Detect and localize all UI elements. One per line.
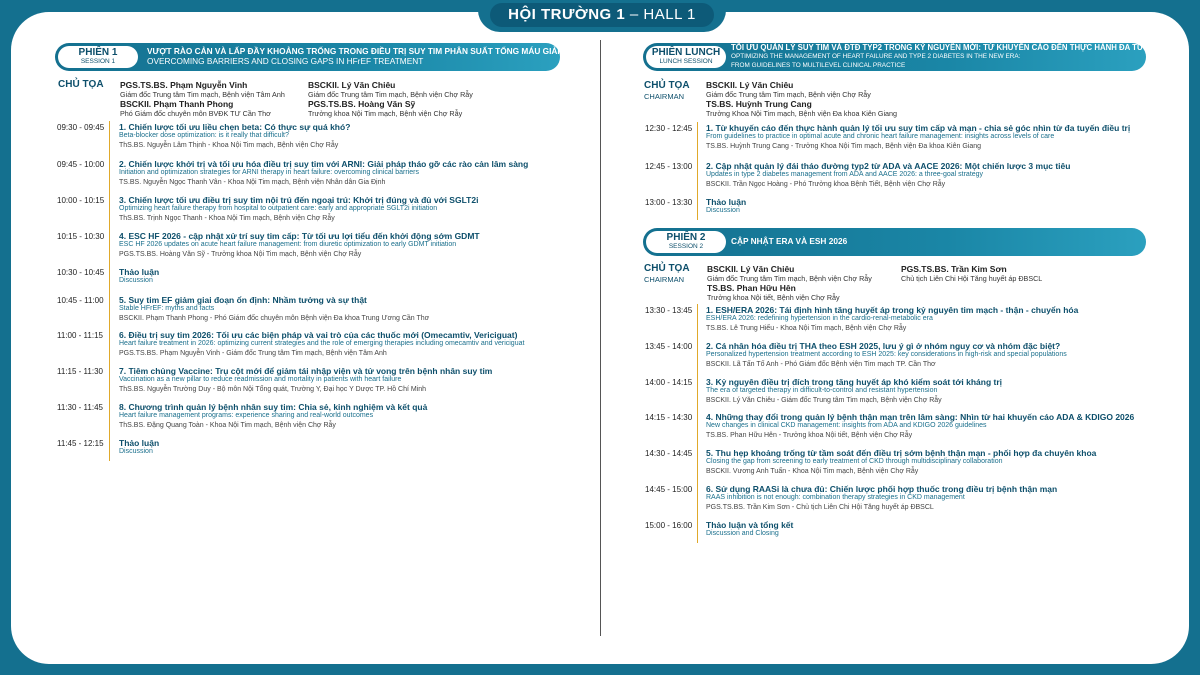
agenda-item: [119, 438, 159, 457]
talk-title-en: ESC HF 2026 updates on acute heart failure management: from diuretic optimization to early GDMT initiation: [119, 241, 457, 248]
lunch-session-title: TỐI ƯU QUẢN LÝ SUY TIM VÀ ĐTĐ TYP2 TRONG KỶ NGUYÊN MỚI: TỪ KHUYẾN CÁO ĐẾN THỰC HÀNH ĐA TUYẾN OPTIMIZING THE MANAGEMENT OF HEART FAILURE AND TYPE 2 DIABETES IN THE NEW ERA: FROM GUIDELINES TO MULTILEVEL CLINICAL PRACTICE: [731, 43, 1159, 69]
talk-title: 8. Chương trình quản lý bệnh nhân suy tim: Chia sẻ, kinh nghiệm và kết quả: [119, 402, 428, 412]
talk-title: 1. Từ khuyến cáo đến thực hành quản lý tối ưu suy tim cấp và mạn - chia sẻ góc nhìn từ đa tuyến điều trị: [706, 123, 1131, 133]
lunch-chair-1: BSCKII. Lý Văn Chiêu Giám đốc Trung tâm Tim mạch, Bệnh viện Chợ Rẫy: [706, 80, 871, 99]
talk-title: 4. ESC HF 2026 - cập nhật xử trí suy tim cấp: Từ tối ưu lợi tiểu đến khởi động sớm GDMT: [119, 231, 480, 241]
timeline-line: [697, 304, 698, 543]
speaker: ThS.BS. Đặng Quang Toàn - Khoa Nội Tim mạch, Bệnh viện Chợ Rẫy: [119, 421, 336, 429]
time-slot: 14:30 - 14:45: [645, 449, 693, 458]
agenda-item: [119, 122, 350, 151]
time-slot: 10:00 - 10:15: [57, 196, 105, 205]
agenda-item: [119, 159, 528, 188]
session-2-header: [643, 228, 1146, 256]
speaker: ThS.BS. Nguyễn Lâm Thịnh - Khoa Nội Tim mạch, Bệnh viện Chợ Rẫy: [119, 141, 339, 149]
talk-title: 6. Sử dụng RAASi là chưa đủ: Chiến lược phối hợp thuốc trong điều trị bệnh thận mạn: [706, 484, 1058, 494]
s2-chair-1: BSCKII. Lý Văn Chiêu Giám đốc Trung tâm Tim mạch, Bệnh viện Chợ Rẫy: [707, 264, 872, 283]
talk-title: Thảo luận: [119, 438, 160, 448]
lunch-session-header: [643, 43, 1159, 71]
talk-title-en: Updates in type 2 diabetes management from ADA and AACE 2026: a three-goal strategy: [706, 171, 984, 178]
time-slot: 14:00 - 14:15: [645, 378, 693, 387]
agenda-item: [706, 520, 793, 539]
agenda-item: [119, 330, 524, 359]
talk-title: 1. Chiến lược tối ưu liều chẹn beta: Có thực sự quá khó?: [119, 122, 351, 132]
lunch-session-badge: PHIÊN LUNCH LUNCH SESSION: [646, 46, 726, 68]
time-slot: 12:45 - 13:00: [645, 162, 693, 171]
talk-title: 3. Kỷ nguyên điều trị đích trong tăng huyết áp khó kiểm soát tới kháng trị: [706, 377, 1003, 387]
time-slot: 13:00 - 13:30: [645, 198, 693, 207]
talk-title-en: From guidelines to practice in optimal acute and chronic heart failure management: insights across levels of care: [706, 133, 1055, 140]
speaker: ThS.BS. Nguyễn Trường Duy - Bộ môn Nội Tổng quát, Trường Y, Đại học Y Dược TP. Hồ Chí Minh: [119, 385, 427, 393]
time-slot: 14:15 - 14:30: [645, 413, 693, 422]
talk-title-en: Closing the gap from screening to early treatment of CKD through multidisciplinary collaboration: [706, 458, 1003, 465]
talk-title-en: Discussion: [119, 277, 153, 284]
s2-chair-3: PGS.TS.BS. Trần Kim Sơn Chủ tịch Liên Chi Hội Tăng huyết áp ĐBSCL: [901, 264, 1043, 283]
session-2-title: CẬP NHẬT ERA VÀ ESH 2026: [731, 236, 848, 246]
talk-title-en: Personalized hypertension treatment according to ESH 2025: key considerations in high-risk and special populations: [706, 351, 1067, 358]
agenda-item: [706, 341, 1067, 370]
agenda-item: [706, 377, 1002, 406]
time-slot: 14:45 - 15:00: [645, 485, 693, 494]
left-chair-1: PGS.TS.BS. Phạm Nguyễn Vinh Giám đốc Trung tâm Tim mạch, Bệnh viện Tâm Anh: [120, 80, 285, 99]
speaker: TS.BS. Lê Trung Hiếu - Khoa Nội Tim mạch, Bệnh viện Chợ Rẫy: [706, 324, 907, 332]
time-slot: 13:30 - 13:45: [645, 306, 693, 315]
agenda-item: [706, 197, 746, 216]
speaker: BSCKII. Trần Ngọc Hoàng - Phó Trưởng khoa Bệnh Tiết, Bệnh viện Chợ Rẫy: [706, 180, 946, 188]
agenda-item: [119, 195, 478, 224]
session-1-title: VƯỢT RÀO CẢN VÀ LẤP ĐẦY KHOẢNG TRỐNG TRONG ĐIỀU TRỊ SUY TIM PHÂN SUẤT TỐNG MÁU GIẢM (HFrEF) OVERCOMING BARRIERS AND CLOSING GAPS IN HFrEF TREATMENT: [147, 46, 598, 66]
speaker: PGS.TS.BS. Trần Kim Sơn - Chủ tịch Liên Chi Hội Tăng huyết áp ĐBSCL: [706, 503, 934, 511]
agenda-item: [119, 402, 427, 431]
agenda-item: [706, 448, 1096, 477]
time-slot: 15:00 - 16:00: [645, 521, 693, 530]
timeline-line: [109, 121, 110, 461]
talk-title-en: Vaccination as a new pillar to reduce readmission and mortality in patients with heart failure: [119, 376, 402, 383]
talk-title-en: ESH/ERA 2026: redefining hypertension in the cardio-renal-metabolic era: [706, 315, 933, 322]
session-1-header: [55, 43, 598, 71]
left-chair-3: BSCKII. Lý Văn Chiêu Giám đốc Trung tâm Tim mạch, Bệnh viện Chợ Rẫy: [308, 80, 473, 99]
talk-title-en: Optimizing heart failure therapy from hospital to outpatient care: early and appropriate SGLT2i initiation: [119, 205, 438, 212]
session-2-badge: PHIÊN 2 SESSION 2: [646, 231, 726, 253]
talk-title: 2. Chiến lược khởi trị và tối ưu hóa điều trị suy tim với ARNI: Giải pháp tháo gỡ các rào cản lâm sàng: [119, 159, 529, 169]
agenda-item: [706, 412, 1134, 441]
speaker: BSCKII. Vương Anh Tuấn - Khoa Nội Tim mạch, Bệnh viện Chợ Rẫy: [706, 467, 919, 475]
timeline-line: [697, 122, 698, 220]
speaker: TS.BS. Nguyễn Ngọc Thanh Vân - Khoa Nội Tim mạch, Bệnh viện Nhân dân Gia Định: [119, 178, 386, 186]
talk-title: 6. Điều trị suy tim 2026: Tối ưu các biện pháp và vai trò của các thuốc mới (Omecamtiv, Vericiguat): [119, 330, 518, 340]
talk-title-en: Discussion: [119, 448, 153, 455]
talk-title-en: Beta-blocker dose optimization: is it really that difficult?: [119, 132, 289, 139]
time-slot: 11:45 - 12:15: [57, 439, 104, 448]
session-1-badge: PHIÊN 1 SESSION 1: [58, 46, 138, 68]
talk-title: 2. Cập nhật quản lý đái tháo đường typ2 từ ADA và AACE 2026: Một chiến lược 3 mục tiêu: [706, 161, 1071, 171]
talk-title-en: Discussion: [706, 207, 740, 214]
s2-chair-2: TS.BS. Phan Hữu Hên Trưởng khoa Nội tiết, Bệnh viện Chợ Rẫy: [707, 283, 840, 302]
time-slot: 12:30 - 12:45: [645, 124, 693, 133]
agenda-item: [706, 123, 1130, 152]
hall-title: HỘI TRƯỜNG 1 – HALL 1: [490, 3, 714, 27]
talk-title: 3. Chiến lược tối ưu điều trị suy tim nội trú đến ngoại trú: Khởi trị đúng và đủ với SGLT2i: [119, 195, 479, 205]
talk-title: Thảo luận: [119, 267, 160, 277]
column-divider: [600, 40, 601, 636]
speaker: BSCKII. Phạm Thanh Phong - Phó Giám đốc chuyên môn Bệnh viện Đa khoa Trung Ương Cần Thơ: [119, 314, 430, 322]
left-chair-4: PGS.TS.BS. Hoàng Văn Sỹ Trưởng khoa Nội Tim mạch, Bệnh viện Chợ Rẫy: [308, 99, 463, 118]
speaker: TS.BS. Huỳnh Trung Cang - Trưởng Khoa Nội Tim mạch, Bệnh viện Đa khoa Kiên Giang: [706, 142, 982, 150]
time-slot: 09:45 - 10:00: [57, 160, 105, 169]
left-chair-2: BSCKII. Phạm Thanh Phong Phó Giám đốc chuyên môn BVĐK TƯ Cần Thơ: [120, 99, 271, 118]
time-slot: 10:30 - 10:45: [57, 268, 105, 277]
agenda-item: [119, 231, 480, 260]
talk-title: 5. Suy tim EF giảm giai đoạn ổn định: Nhầm tưởng và sự thật: [119, 295, 367, 305]
speaker: PGS.TS.BS. Phạm Nguyễn Vinh - Giám đốc Trung tâm Tim mạch, Bệnh viện Tâm Anh: [119, 349, 387, 357]
lunch-chair-label: CHỦ TỌA CHAIRMAN: [644, 80, 690, 101]
speaker: PGS.TS.BS. Hoàng Văn Sỹ - Trưởng khoa Nội Tim mạch, Bệnh viện Chợ Rẫy: [119, 250, 362, 258]
agenda-item: [706, 161, 1070, 190]
talk-title: 4. Những thay đổi trong quản lý bệnh thận mạn trên lâm sàng: Nhìn từ hai khuyến cáo ADA & KDIGO 2026: [706, 412, 1135, 422]
time-slot: 10:15 - 10:30: [57, 232, 105, 241]
time-slot: 10:45 - 11:00: [57, 296, 104, 305]
agenda-item: [706, 305, 1078, 334]
lunch-chair-2: TS.BS. Huỳnh Trung Cang Trưởng Khoa Nội Tim mạch, Bệnh viện Đa khoa Kiên Giang: [706, 99, 898, 118]
talk-title-en: New changes in clinical CKD management: insights from ADA and KDIGO 2026 guidelines: [706, 422, 987, 429]
talk-title: 1. ESH/ERA 2026: Tái định hình tăng huyết áp trong kỷ nguyên tim mạch - thận - chuyển hóa: [706, 305, 1079, 315]
agenda-item: [119, 295, 429, 324]
speaker: BSCKII. Lý Văn Chiêu - Giám đốc Trung tâm Tim mạch, Bệnh viện Chợ Rẫy: [706, 396, 942, 404]
agenda-item: [119, 267, 159, 286]
talk-title: Thảo luận: [706, 197, 747, 207]
talk-title: 7. Tiêm chủng Vaccine: Trụ cột mới để giảm tái nhập viện và tử vong trên bệnh nhân suy tim: [119, 366, 493, 376]
talk-title: 5. Thu hẹp khoảng trống từ tầm soát đến điều trị sớm bệnh thận mạn - phối hợp đa chuyên khoa: [706, 448, 1097, 458]
s2-chair-label: CHỦ TỌA CHAIRMAN: [644, 263, 690, 284]
speaker: TS.BS. Phan Hữu Hên - Trưởng khoa Nội tiết, Bệnh viện Chợ Rẫy: [706, 431, 913, 439]
agenda-item: [706, 484, 1057, 513]
agenda-item: [119, 366, 492, 395]
talk-title-en: Heart failure management programs: experience sharing and real-world outcomes: [119, 412, 374, 419]
talk-title: 2. Cá nhân hóa điều trị THA theo ESH 2025, lưu ý gì ở nhóm nguy cơ và nhóm đặc biệt?: [706, 341, 1061, 351]
speaker: BSCKII. Lã Tấn Tố Anh - Phó Giám đốc Bệnh viện Tim mạch TP. Cần Thơ: [706, 360, 936, 368]
talk-title-en: The era of targeted therapy in difficult-to-control and resistant hypertension: [706, 387, 938, 394]
time-slot: 09:30 - 09:45: [57, 123, 105, 132]
talk-title-en: RAAS inhibition is not enough: combination therapy strategies in CKD management: [706, 494, 965, 501]
speaker: ThS.BS. Trịnh Ngọc Thanh - Khoa Nội Tim mạch, Bệnh viện Chợ Rẫy: [119, 214, 335, 222]
talk-title: Thảo luận và tổng kết: [706, 520, 794, 530]
talk-title-en: Heart failure treatment in 2026: optimizing current strategies and the role of emerging therapies including omecamtiv and vericiguat: [119, 340, 525, 347]
time-slot: 11:00 - 11:15: [57, 331, 103, 340]
time-slot: 11:15 - 11:30: [57, 367, 103, 376]
talk-title-en: Initiation and optimization strategies for ARNI therapy in heart failure: overcoming clinical barriers: [119, 169, 419, 176]
time-slot: 13:45 - 14:00: [645, 342, 693, 351]
left-chair-label: CHỦ TỌA: [58, 79, 104, 90]
time-slot: 11:30 - 11:45: [57, 403, 103, 412]
talk-title-en: Stable HFrEF: myths and facts: [119, 305, 215, 312]
talk-title-en: Discussion and Closing: [706, 530, 779, 537]
